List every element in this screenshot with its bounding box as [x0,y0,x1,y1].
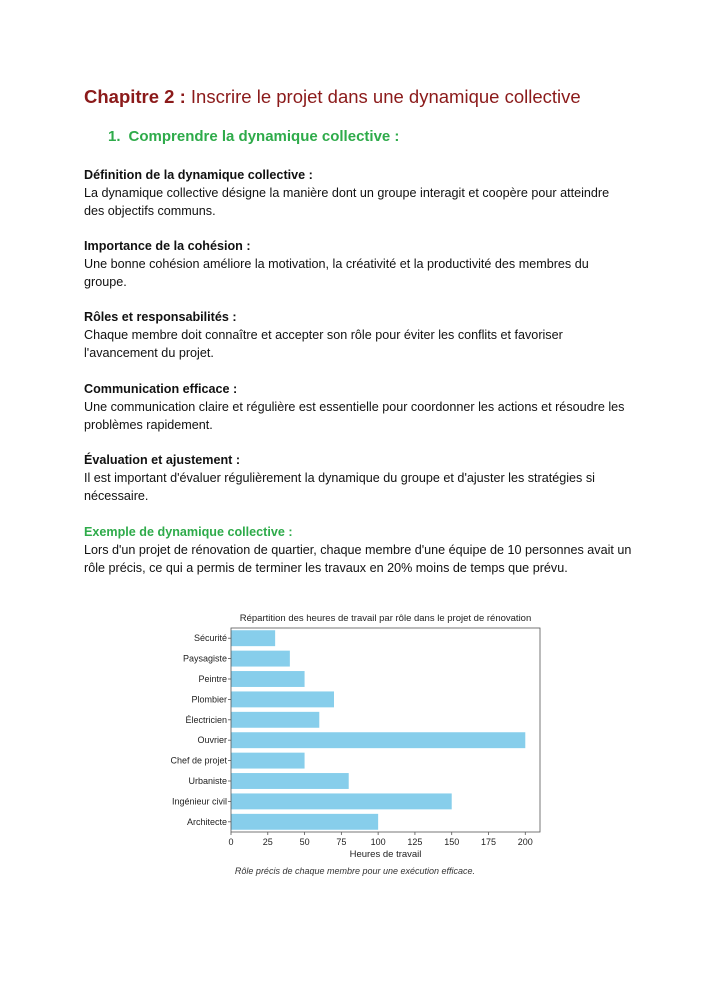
category-label: Sécurité [193,633,227,644]
bar-4 [231,712,319,728]
evaluation-text: Il est important d'évaluer régulièrement la dynamique du groupe et d'ajuster les stratégies si nécessaire. [84,471,595,503]
bar-3 [231,691,334,707]
category-label: Ouvrier [197,735,227,746]
roles-block [84,308,632,362]
bar-1 [231,651,290,667]
communication-heading: Communication efficace : [84,382,238,396]
category-label: Chef de projet [170,755,227,766]
bar-0 [231,630,275,646]
cohesion-block [84,237,632,291]
bar-2 [231,671,305,687]
category-label: Architecte [186,816,227,827]
roles-heading: Rôles et responsabilités : [84,310,237,324]
bar-5 [231,732,525,748]
communication-text: Une communication claire et régulière est essentielle pour coordonner les actions et résoudre les problèmes rapidement. [84,400,625,432]
example-block [84,523,632,577]
x-tick-label: 175 [480,837,497,847]
hours-bar-chart [160,608,550,863]
category-label: Paysagiste [182,653,227,664]
cohesion-heading: Importance de la cohésion : [84,239,251,253]
category-label: Peintre [198,674,227,684]
communication-block [84,380,632,434]
category-label: Plombier [191,694,227,705]
example-text: Lors d'un projet de rénovation de quartier, chaque membre d'une équipe de 10 personnes avait un rôle précis, ce qui a permis de terminer les travaux en 20% moins de temps que prévu. [84,543,632,575]
cohesion-text: Une bonne cohésion améliore la motivation, la créativité et la productivité des membres du groupe. [84,257,589,289]
x-tick-label: 25 [262,837,273,847]
x-tick-label: 100 [370,837,386,847]
chapter-label: Chapitre 2 : [84,86,186,107]
x-tick-label: 200 [517,837,533,847]
bar-8 [231,793,452,809]
section-title-text: Comprendre la dynamique collective : [128,128,400,145]
hours-chart-figure [160,608,550,883]
category-label: Électricien [185,714,227,725]
x-tick-label: 150 [444,837,460,847]
category-label: Ingénieur civil [171,796,227,807]
roles-text: Chaque membre doit connaître et accepter son rôle pour éviter les conflits et favoriser l'avancement du projet. [84,328,563,360]
x-tick-label: 75 [336,837,347,847]
x-tick-label: 50 [299,837,310,847]
section-title [108,128,399,145]
example-heading: Exemple de dynamique collective : [84,525,293,539]
x-axis-label: Heures de travail [349,849,422,860]
x-tick-label: 125 [407,837,423,847]
chart-caption: Rôle précis de chaque membre pour une exécution efficace. [234,866,476,876]
definition-block [84,166,632,220]
evaluation-heading: Évaluation et ajustement : [84,453,241,467]
category-label: Urbaniste [188,776,227,786]
definition-text: La dynamique collective désigne la manière dont un groupe interagit et coopère pour atteindre des objectifs communs. [84,186,610,218]
section-number: 1. [108,128,121,145]
bar-9 [231,814,378,830]
definition-heading: Définition de la dynamique collective : [84,168,313,182]
chart-title: Répartition des heures de travail par rôle dans le projet de rénovation [239,613,532,624]
chapter-title [84,86,581,108]
chapter-title-text: Inscrire le projet dans une dynamique collective [190,86,581,107]
bar-6 [231,753,305,769]
bar-7 [231,773,349,789]
evaluation-block [84,451,632,505]
x-tick-label: 0 [228,837,234,847]
